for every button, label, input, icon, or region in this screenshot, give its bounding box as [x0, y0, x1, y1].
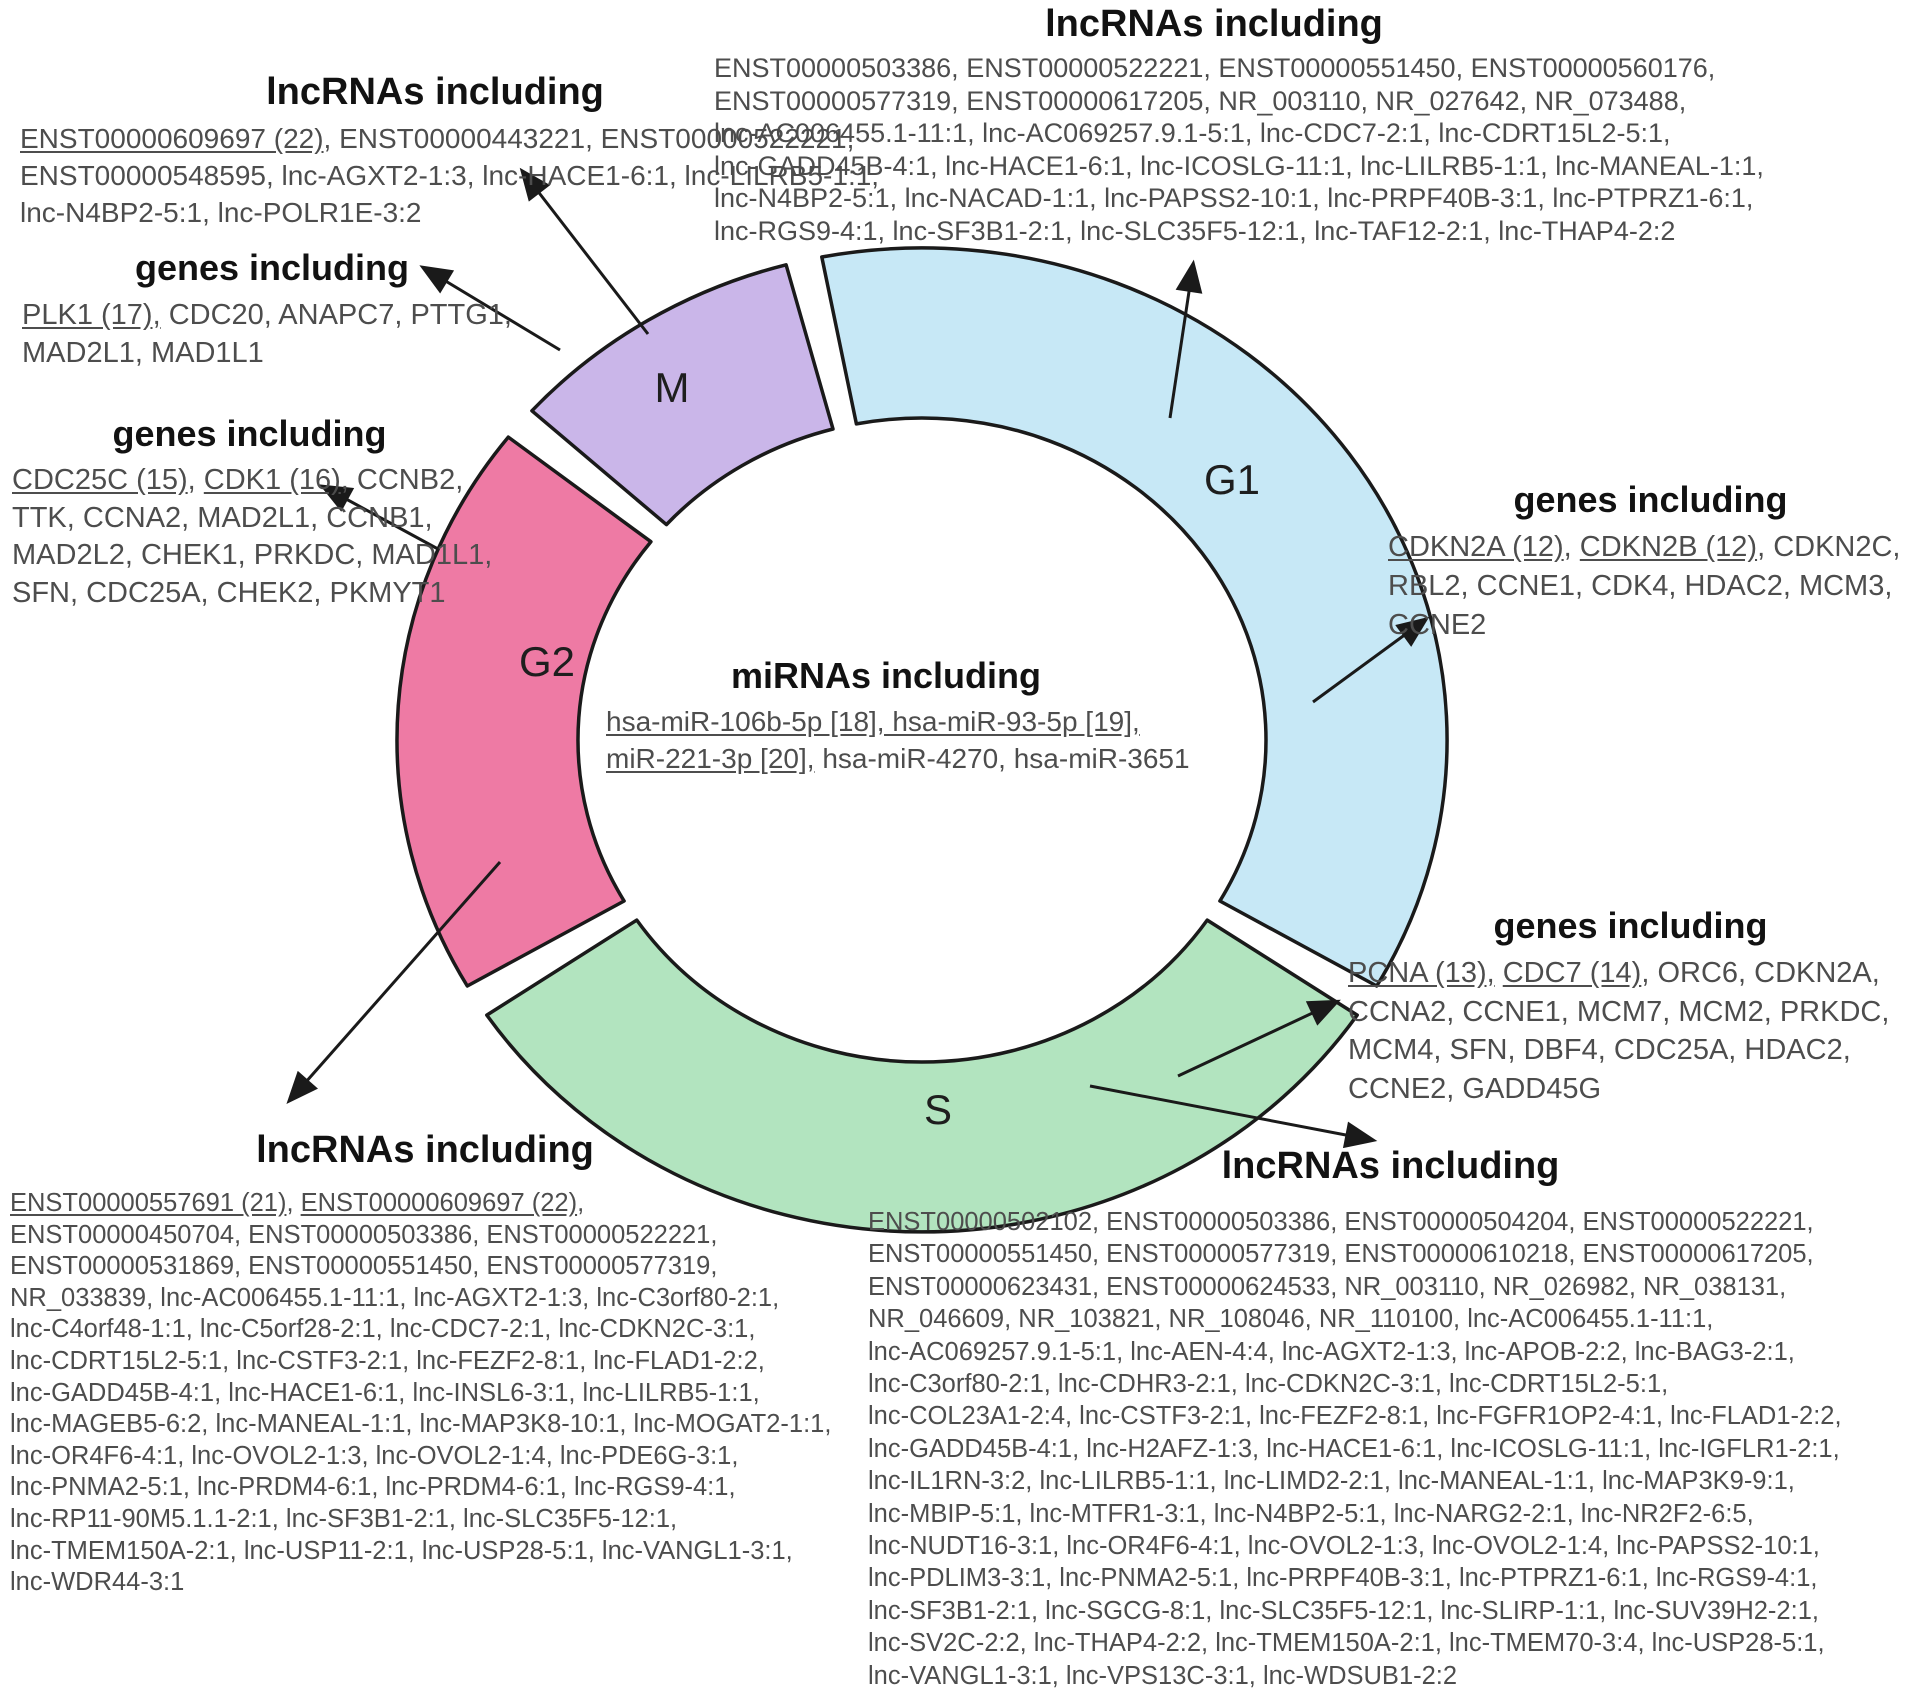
list-line: ENST00000551450, ENST00000577319, ENST00000610218, ENST00000617205, — [868, 1240, 1814, 1269]
list-line: PCNA (13), CDC7 (14), ORC6, CDKN2A, — [1348, 957, 1880, 989]
mirnas-list — [606, 704, 1206, 777]
s-genes-title: genes including — [1493, 905, 1768, 946]
list-line: lnc-C3orf80-2:1, lnc-CDHR3-2:1, lnc-CDKN2C-3:1, lnc-CDRT15L2-5:1, — [868, 1370, 1669, 1399]
g1-lncrnas-annotation — [714, 2, 1909, 247]
s-lncrnas-list — [868, 1206, 1913, 1692]
g1-lncrnas-title: lncRNAs including — [1045, 3, 1383, 45]
m-genes-annotation — [22, 246, 522, 372]
list-line: lnc-OR4F6-4:1, lnc-OVOL2-1:3, lnc-OVOL2-1:4, lnc-PDE6G-3:1, — [10, 1441, 739, 1470]
list-line: lnc-PDLIM3-3:1, lnc-PNMA2-5:1, lnc-PRPF40B-3:1, lnc-PTPRZ1-6:1, lnc-RGS9-4:1, — [868, 1564, 1818, 1593]
list-line: NR_033839, lnc-AC006455.1-11:1, lnc-AGXT2-1:3, lnc-C3orf80-2:1, — [10, 1283, 780, 1312]
segment-g1 — [822, 248, 1447, 986]
g1-genes-list — [1388, 528, 1913, 645]
mirnas-title: miRNAs including — [730, 655, 1041, 696]
m-lncrnas-title: lncRNAs including — [266, 71, 604, 113]
list-line: SFN, CDC25A, CHEK2, PKMYT1 — [12, 576, 446, 609]
list-line: lnc-CDRT15L2-5:1, lnc-CSTF3-2:1, lnc-FEZF2-8:1, lnc-FLAD1-2:2, — [10, 1346, 765, 1375]
m-genes-title: genes including — [134, 247, 410, 288]
m-genes-list — [22, 296, 522, 372]
g2-lncrnas-title: lncRNAs including — [256, 1129, 594, 1171]
list-line: CCNE2 — [1388, 609, 1487, 641]
list-line: CDC25C (15), CDK1 (16), CCNB2, — [12, 464, 464, 496]
list-line: lnc-NUDT16-3:1, lnc-OR4F6-4:1, lnc-OVOL2-1:3, lnc-OVOL2-1:4, lnc-PAPSS2-10:1, — [868, 1532, 1820, 1561]
g2-genes-list — [12, 462, 493, 612]
list-line: ENST00000577319, ENST00000617205, NR_003110, NR_027642, NR_073488, — [714, 85, 1687, 116]
label-m: M — [654, 364, 690, 411]
list-line: lnc-VANGL1-3:1, lnc-VPS13C-3:1, lnc-WDSUB1-2:2 — [868, 1661, 1458, 1690]
list-line: lnc-N4BP2-5:1, lnc-NACAD-1:1, lnc-PAPSS2-10:1, lnc-PRPF40B-3:1, lnc-PTPRZ1-6:1, — [714, 183, 1754, 213]
list-line: lnc-COL23A1-2:4, lnc-CSTF3-2:1, lnc-FEZF2-8:1, lnc-FGFR1OP2-4:1, lnc-FLAD1-2:2, — [868, 1402, 1842, 1431]
list-line: PLK1 (17), CDC20, ANAPC7, PTTG1, — [22, 299, 512, 331]
list-line: MAD2L2, CHEK1, PRKDC, MAD1L1, — [12, 539, 493, 571]
list-line: MAD2L1, MAD1L1 — [22, 337, 264, 369]
list-line: RBL2, CCNE1, CDK4, HDAC2, MCM3, — [1388, 570, 1893, 602]
list-line: ENST00000502102, ENST00000503386, ENST00000504204, ENST00000522221, — [868, 1208, 1814, 1236]
list-line: miR-221-3p [20], hsa-miR-4270, hsa-miR-3651 — [606, 742, 1190, 774]
list-line: lnc-SF3B1-2:1, lnc-SGCG-8:1, lnc-SLC35F5-12:1, lnc-SLIRP-1:1, lnc-SUV39H2-2:1, — [868, 1596, 1819, 1625]
list-line: ENST00000450704, ENST00000503386, ENST00000522221, — [10, 1220, 718, 1249]
list-line: CDKN2A (12), CDKN2B (12), CDKN2C, — [1388, 531, 1901, 563]
list-line: CCNA2, CCNE1, MCM7, MCM2, PRKDC, — [1348, 995, 1890, 1028]
m-lncrnas-list — [20, 120, 880, 231]
g2-genes-annotation — [12, 412, 493, 612]
mirnas-annotation — [606, 654, 1206, 777]
list-line: ENST00000623431, ENST00000624533, NR_003110, NR_026982, NR_038131, — [868, 1272, 1787, 1301]
list-line: NR_046609, NR_103821, NR_108046, NR_110100, lnc-AC006455.1-11:1, — [868, 1305, 1714, 1334]
list-line: TTK, CCNA2, MAD2L1, CCNB1, — [12, 501, 433, 534]
g2-lncrnas-annotation — [10, 1128, 840, 1599]
s-lncrnas-annotation — [868, 1144, 1913, 1692]
list-line: lnc-MAGEB5-6:2, lnc-MANEAL-1:1, lnc-MAP3K8-10:1, lnc-MOGAT2-1:1, — [10, 1410, 832, 1439]
s-genes-list — [1348, 954, 1913, 1108]
list-line: lnc-GADD45B-4:1, lnc-HACE1-6:1, lnc-INSL6-3:1, lnc-LILRB5-1:1, — [10, 1378, 760, 1407]
list-line: lnc-PNMA2-5:1, lnc-PRDM4-6:1, lnc-PRDM4-6:1, lnc-RGS9-4:1, — [10, 1473, 736, 1502]
label-g1: G1 — [1203, 456, 1261, 503]
list-line: lnc-WDR44-3:1 — [10, 1568, 185, 1597]
g1-genes-annotation — [1388, 478, 1913, 645]
list-line: lnc-TMEM150A-2:1, lnc-USP11-2:1, lnc-USP28-5:1, lnc-VANGL1-3:1, — [10, 1536, 793, 1565]
g2-lncrnas-list — [10, 1188, 840, 1599]
list-line: lnc-C4orf48-1:1, lnc-C5orf28-2:1, lnc-CDC7-2:1, lnc-CDKN2C-3:1, — [10, 1315, 756, 1344]
g2-genes-title: genes including — [112, 413, 387, 454]
list-line: ENST00000548595, lnc-AGXT2-1:3, lnc-HACE1-6:1, lnc-LILRB5-1:1, — [20, 160, 880, 191]
s-genes-annotation — [1348, 904, 1913, 1108]
list-line: lnc-AC069257.9.1-5:1, lnc-AEN-4:4, lnc-AGXT2-1:3, lnc-APOB-2:2, lnc-BAG3-2:1, — [868, 1337, 1795, 1366]
list-line: ENST00000557691 (21), ENST00000609697 (22), — [10, 1189, 585, 1217]
list-line: lnc-MBIP-5:1, lnc-MTFR1-3:1, lnc-N4BP2-5:1, lnc-NARG2-2:1, lnc-NR2F2-6:5, — [868, 1499, 1754, 1528]
label-g2: G2 — [518, 638, 576, 685]
g1-genes-title: genes including — [1513, 479, 1788, 520]
label-s: S — [923, 1086, 953, 1133]
list-line: lnc-GADD45B-4:1, lnc-H2AFZ-1:3, lnc-HACE1-6:1, lnc-ICOSLG-11:1, lnc-IGFLR1-2:1, — [868, 1434, 1840, 1463]
list-line: hsa-miR-106b-5p [18], hsa-miR-93-5p [19], — [606, 706, 1140, 737]
list-line: MCM4, SFN, DBF4, CDC25A, HDAC2, — [1348, 1034, 1851, 1066]
list-line: ENST00000503386, ENST00000522221, ENST00000551450, ENST00000560176, — [714, 53, 1716, 83]
s-lncrnas-title: lncRNAs including — [1221, 1145, 1560, 1187]
list-line: lnc-AC006455.1-11:1, lnc-AC069257.9.1-5:1, lnc-CDC7-2:1, lnc-CDRT15L2-5:1, — [714, 118, 1671, 148]
list-line: lnc-GADD45B-4:1, lnc-HACE1-6:1, lnc-ICOSLG-11:1, lnc-LILRB5-1:1, lnc-MANEAL-1:1, — [714, 150, 1764, 181]
list-line: lnc-RP11-90M5.1.1-2:1, lnc-SF3B1-2:1, lnc-SLC35F5-12:1, — [10, 1504, 678, 1533]
list-line: ENST00000609697 (22), ENST00000443221, ENST00000522221, — [20, 123, 855, 154]
list-line: CCNE2, GADD45G — [1348, 1072, 1602, 1105]
list-line: lnc-RGS9-4:1, lnc-SF3B1-2:1, lnc-SLC35F5-12:1, lnc-TAF12-2:1, lnc-THAP4-2:2 — [714, 215, 1676, 246]
list-line: ENST00000531869, ENST00000551450, ENST00000577319, — [10, 1252, 718, 1281]
g1-lncrnas-list — [714, 52, 1909, 247]
list-line: lnc-SV2C-2:2, lnc-THAP4-2:2, lnc-TMEM150A-2:1, lnc-TMEM70-3:4, lnc-USP28-5:1, — [868, 1629, 1825, 1658]
m-lncrnas-annotation — [20, 70, 880, 231]
list-line: lnc-IL1RN-3:2, lnc-LILRB5-1:1, lnc-LIMD2-2:1, lnc-MANEAL-1:1, lnc-MAP3K9-9:1, — [868, 1467, 1795, 1496]
list-line: lnc-N4BP2-5:1, lnc-POLR1E-3:2 — [20, 197, 422, 228]
